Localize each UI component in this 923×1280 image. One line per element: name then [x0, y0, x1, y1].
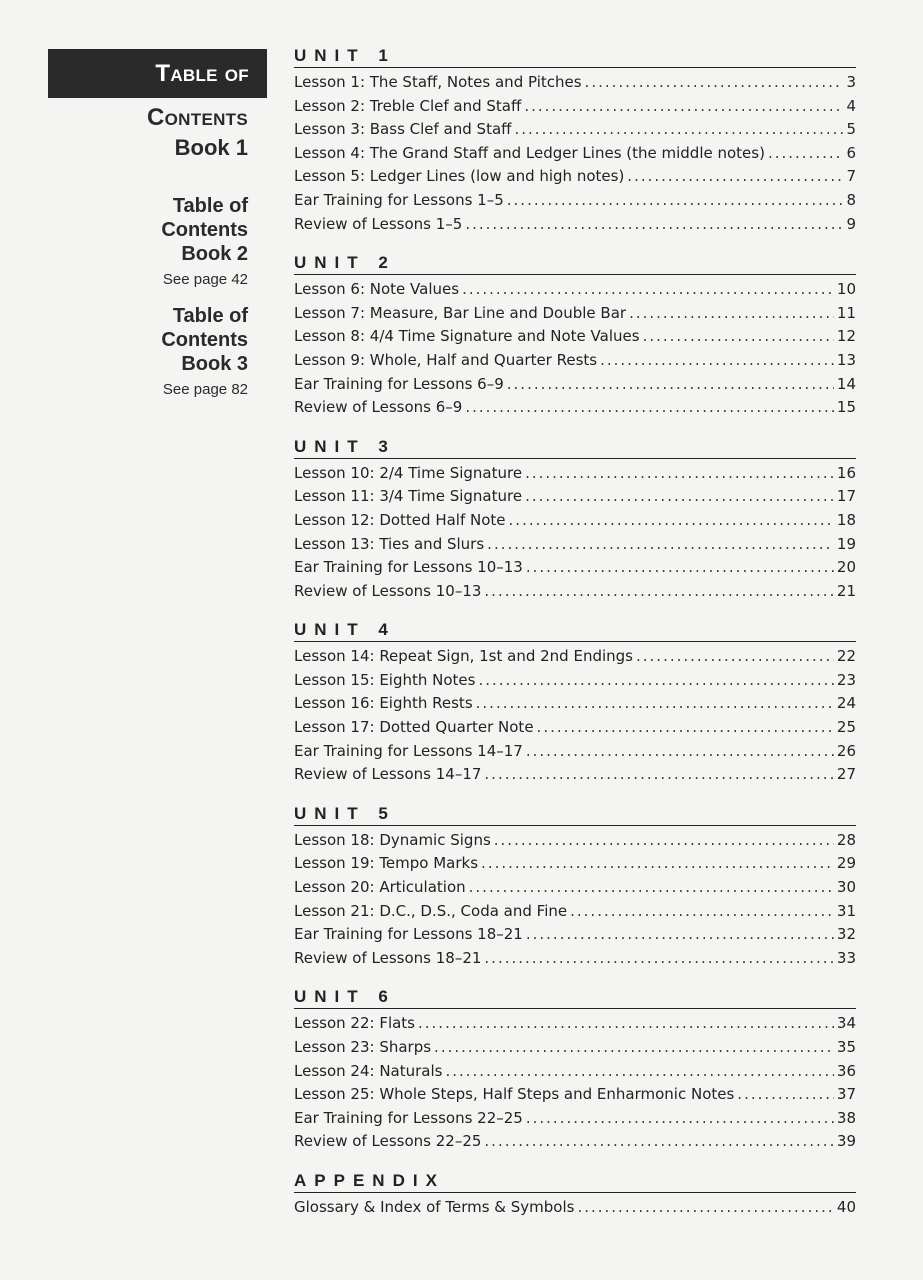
toc-entry — [294, 645, 856, 669]
toc-entry — [294, 278, 856, 302]
toc-entry — [294, 669, 856, 693]
entry-label: Lesson 3: Bass Clef and Staff — [294, 120, 512, 139]
entry-page-number: 31 — [836, 901, 856, 920]
toc-entry — [294, 189, 856, 213]
entry-page-number: 9 — [846, 214, 856, 233]
toc-entry — [294, 1107, 856, 1131]
unit-heading: UNIT 2 — [294, 253, 856, 275]
entry-label: Lesson 23: Sharps — [294, 1038, 432, 1056]
dot-leader — [515, 118, 844, 142]
toc-book-3-reference — [18, 304, 248, 402]
toc-entry — [294, 947, 856, 971]
entry-label: Lesson 9: Whole, Half and Quarter Rests — [294, 350, 598, 369]
entry-page-number: 5 — [846, 120, 856, 139]
unit-section — [294, 987, 856, 1154]
entry-page-number: 12 — [836, 327, 856, 346]
toc-entry — [294, 1196, 856, 1220]
entry-label: Lesson 13: Ties and Slurs — [294, 534, 485, 553]
dot-leader — [525, 485, 834, 509]
entry-label: Lesson 22: Flats — [294, 1014, 415, 1033]
dot-leader — [524, 95, 843, 119]
unit-section — [294, 620, 856, 787]
dot-leader — [526, 740, 834, 764]
entry-page-number: 8 — [846, 190, 856, 209]
toc-entry — [294, 95, 856, 119]
entry-page-number: 24 — [836, 694, 856, 713]
toc-entry — [294, 900, 856, 924]
dot-leader — [484, 1130, 834, 1154]
toc-book-2-h3: Book 2 — [181, 243, 248, 265]
entry-page-number: 25 — [836, 718, 856, 737]
entry-page-number: 6 — [846, 143, 856, 162]
entry-label: Lesson 17: Dotted Quarter Note — [294, 718, 534, 737]
unit-section — [294, 804, 856, 971]
entry-label: Lesson 24: Naturals — [294, 1061, 443, 1080]
dot-leader — [577, 1196, 833, 1220]
title-band: Table of — [48, 49, 267, 98]
toc-book-2-h2: Contents — [161, 219, 248, 241]
entry-page-number: 4 — [846, 96, 856, 115]
entry-page-number: 22 — [836, 647, 856, 666]
entry-label: Ear Training for Lessons 18–21 — [294, 925, 523, 944]
entry-page-number: 17 — [836, 487, 856, 506]
dot-leader — [636, 645, 834, 669]
toc-entry — [294, 1036, 856, 1060]
toc-entry — [294, 165, 856, 189]
toc-entry — [294, 923, 856, 947]
unit-heading: UNIT 1 — [294, 46, 856, 68]
toc-entry — [294, 716, 856, 740]
dot-leader — [537, 716, 834, 740]
entry-label: Ear Training for Lessons 6–9 — [294, 374, 504, 393]
dot-leader — [494, 829, 834, 853]
entry-label: Glossary & Index of Terms & Symbols — [294, 1197, 575, 1216]
entry-page-number: 26 — [836, 741, 856, 760]
toc-entry — [294, 533, 856, 557]
entry-page-number: 23 — [836, 670, 856, 689]
toc-entry — [294, 325, 856, 349]
entry-page-number: 11 — [836, 303, 856, 322]
entry-label: Ear Training for Lessons 22–25 — [294, 1108, 523, 1127]
dot-leader — [526, 1107, 834, 1131]
toc-book-2-reference — [18, 194, 248, 292]
entry-label: Lesson 2: Treble Clef and Staff — [294, 96, 522, 115]
toc-book-3-h2: Contents — [161, 329, 248, 351]
unit-heading: UNIT 4 — [294, 620, 856, 642]
unit-section — [294, 437, 856, 604]
toc-entry — [294, 485, 856, 509]
title-contents: Contents — [147, 104, 248, 131]
toc-entry — [294, 462, 856, 486]
toc-entry — [294, 118, 856, 142]
toc-entry — [294, 1012, 856, 1036]
entry-page-number: 10 — [836, 280, 856, 299]
entry-label: Review of Lessons 1–5 — [294, 214, 463, 233]
entry-label: Lesson 25: Whole Steps, Half Steps and Enharmonic Notes — [294, 1085, 735, 1104]
entry-page-number: 33 — [836, 948, 856, 967]
toc-entry — [294, 876, 856, 900]
dot-leader — [434, 1036, 834, 1060]
entry-label: Ear Training for Lessons 1–5 — [294, 190, 504, 209]
dot-leader — [484, 763, 834, 787]
entry-page-number: 30 — [836, 878, 856, 897]
entry-page-number: 7 — [846, 167, 856, 186]
entry-label: Lesson 18: Dynamic Signs — [294, 830, 491, 849]
toc-entry — [294, 829, 856, 853]
entry-label: Review of Lessons 6–9 — [294, 398, 463, 417]
dot-leader — [445, 1060, 833, 1084]
entry-label: Lesson 7: Measure, Bar Line and Double Bar — [294, 303, 627, 322]
entry-page-number: 37 — [836, 1085, 856, 1104]
entry-label: Lesson 1: The Staff, Notes and Pitches — [294, 73, 582, 91]
dot-leader — [737, 1083, 834, 1107]
entry-label: Lesson 20: Articulation — [294, 878, 466, 897]
title-book-1: Book 1 — [174, 135, 248, 160]
entry-label: Lesson 4: The Grand Staff and Ledger Lines (the middle notes) — [294, 143, 765, 162]
unit-heading: UNIT 6 — [294, 987, 856, 1009]
dot-leader — [627, 165, 843, 189]
toc-entry — [294, 71, 856, 95]
entry-page-number: 38 — [836, 1108, 856, 1127]
entry-page-number: 13 — [836, 350, 856, 369]
toc-entry — [294, 142, 856, 166]
toc-book-2-h1: Table of — [172, 195, 248, 217]
entry-page-number: 27 — [836, 765, 856, 784]
toc-book-3-h3: Book 3 — [181, 353, 248, 375]
unit-section — [294, 1171, 856, 1220]
page-title — [18, 103, 248, 163]
entry-page-number: 19 — [836, 534, 856, 553]
table-of-contents — [294, 46, 856, 1237]
entry-page-number: 18 — [836, 510, 856, 529]
dot-leader — [484, 947, 834, 971]
toc-entry — [294, 1130, 856, 1154]
entry-label: Lesson 11: 3/4 Time Signature — [294, 487, 523, 506]
toc-entry — [294, 213, 856, 237]
toc-entry — [294, 763, 856, 787]
entry-label: Lesson 6: Note Values — [294, 280, 460, 299]
entry-page-number: 40 — [836, 1197, 856, 1216]
entry-page-number: 15 — [836, 398, 856, 417]
dot-leader — [462, 278, 834, 302]
unit-section — [294, 253, 856, 420]
entry-label: Lesson 12: Dotted Half Note — [294, 510, 506, 529]
unit-heading: UNIT 5 — [294, 804, 856, 826]
entry-page-number: 21 — [836, 581, 856, 600]
toc-entry — [294, 556, 856, 580]
entry-label: Lesson 5: Ledger Lines (low and high notes) — [294, 167, 625, 186]
dot-leader — [469, 876, 834, 900]
dot-leader — [484, 580, 834, 604]
dot-leader — [507, 373, 834, 397]
entry-label: Lesson 8: 4/4 Time Signature and Note Values — [294, 327, 640, 346]
dot-leader — [570, 900, 834, 924]
toc-entry — [294, 1083, 856, 1107]
entry-label: Lesson 10: 2/4 Time Signature — [294, 463, 523, 482]
entry-page-number: 36 — [836, 1061, 856, 1080]
entry-page-number: 14 — [836, 374, 856, 393]
entry-page-number: 3 — [846, 73, 856, 91]
dot-leader — [643, 325, 834, 349]
dot-leader — [507, 189, 844, 213]
toc-entry — [294, 349, 856, 373]
toc-entry — [294, 580, 856, 604]
dot-leader — [487, 533, 834, 557]
toc-entry — [294, 396, 856, 420]
entry-label: Ear Training for Lessons 14–17 — [294, 741, 523, 760]
dot-leader — [585, 71, 844, 95]
toc-book-3-see-page: See page 82 — [162, 381, 248, 398]
entry-page-number: 20 — [836, 558, 856, 577]
dot-leader — [526, 556, 834, 580]
toc-book-2-see-page: See page 42 — [162, 271, 248, 288]
dot-leader — [481, 852, 834, 876]
dot-leader — [465, 213, 843, 237]
dot-leader — [526, 923, 834, 947]
toc-entry — [294, 852, 856, 876]
entry-page-number: 39 — [836, 1132, 856, 1151]
dot-leader — [600, 349, 834, 373]
dot-leader — [768, 142, 843, 166]
dot-leader — [478, 669, 833, 693]
entry-page-number: 16 — [836, 463, 856, 482]
toc-entry — [294, 692, 856, 716]
entry-label: Ear Training for Lessons 10–13 — [294, 558, 523, 577]
entry-label: Lesson 19: Tempo Marks — [294, 854, 479, 873]
unit-section — [294, 46, 856, 236]
toc-entry — [294, 373, 856, 397]
unit-heading: UNIT 3 — [294, 437, 856, 459]
unit-heading: APPENDIX — [294, 1171, 856, 1193]
toc-entry — [294, 302, 856, 326]
dot-leader — [525, 462, 834, 486]
toc-entry — [294, 740, 856, 764]
entry-label: Review of Lessons 22–25 — [294, 1132, 482, 1151]
dot-leader — [629, 302, 834, 326]
entry-label: Lesson 14: Repeat Sign, 1st and 2nd Endings — [294, 647, 633, 666]
toc-book-3-h1: Table of — [172, 305, 248, 327]
toc-entry — [294, 509, 856, 533]
entry-label: Lesson 15: Eighth Notes — [294, 670, 476, 689]
entry-page-number: 28 — [836, 830, 856, 849]
dot-leader — [465, 396, 834, 420]
entry-label: Review of Lessons 18–21 — [294, 948, 482, 967]
dot-leader — [476, 692, 834, 716]
entry-page-number: 35 — [836, 1038, 856, 1056]
entry-label: Review of Lessons 14–17 — [294, 765, 482, 784]
entry-page-number: 29 — [836, 854, 856, 873]
toc-entry — [294, 1060, 856, 1084]
entry-label: Lesson 21: D.C., D.S., Coda and Fine — [294, 901, 568, 920]
entry-label: Lesson 16: Eighth Rests — [294, 694, 473, 713]
entry-page-number: 32 — [836, 925, 856, 944]
dot-leader — [418, 1012, 834, 1036]
entry-label: Review of Lessons 10–13 — [294, 581, 482, 600]
dot-leader — [509, 509, 834, 533]
entry-page-number: 34 — [836, 1014, 856, 1033]
